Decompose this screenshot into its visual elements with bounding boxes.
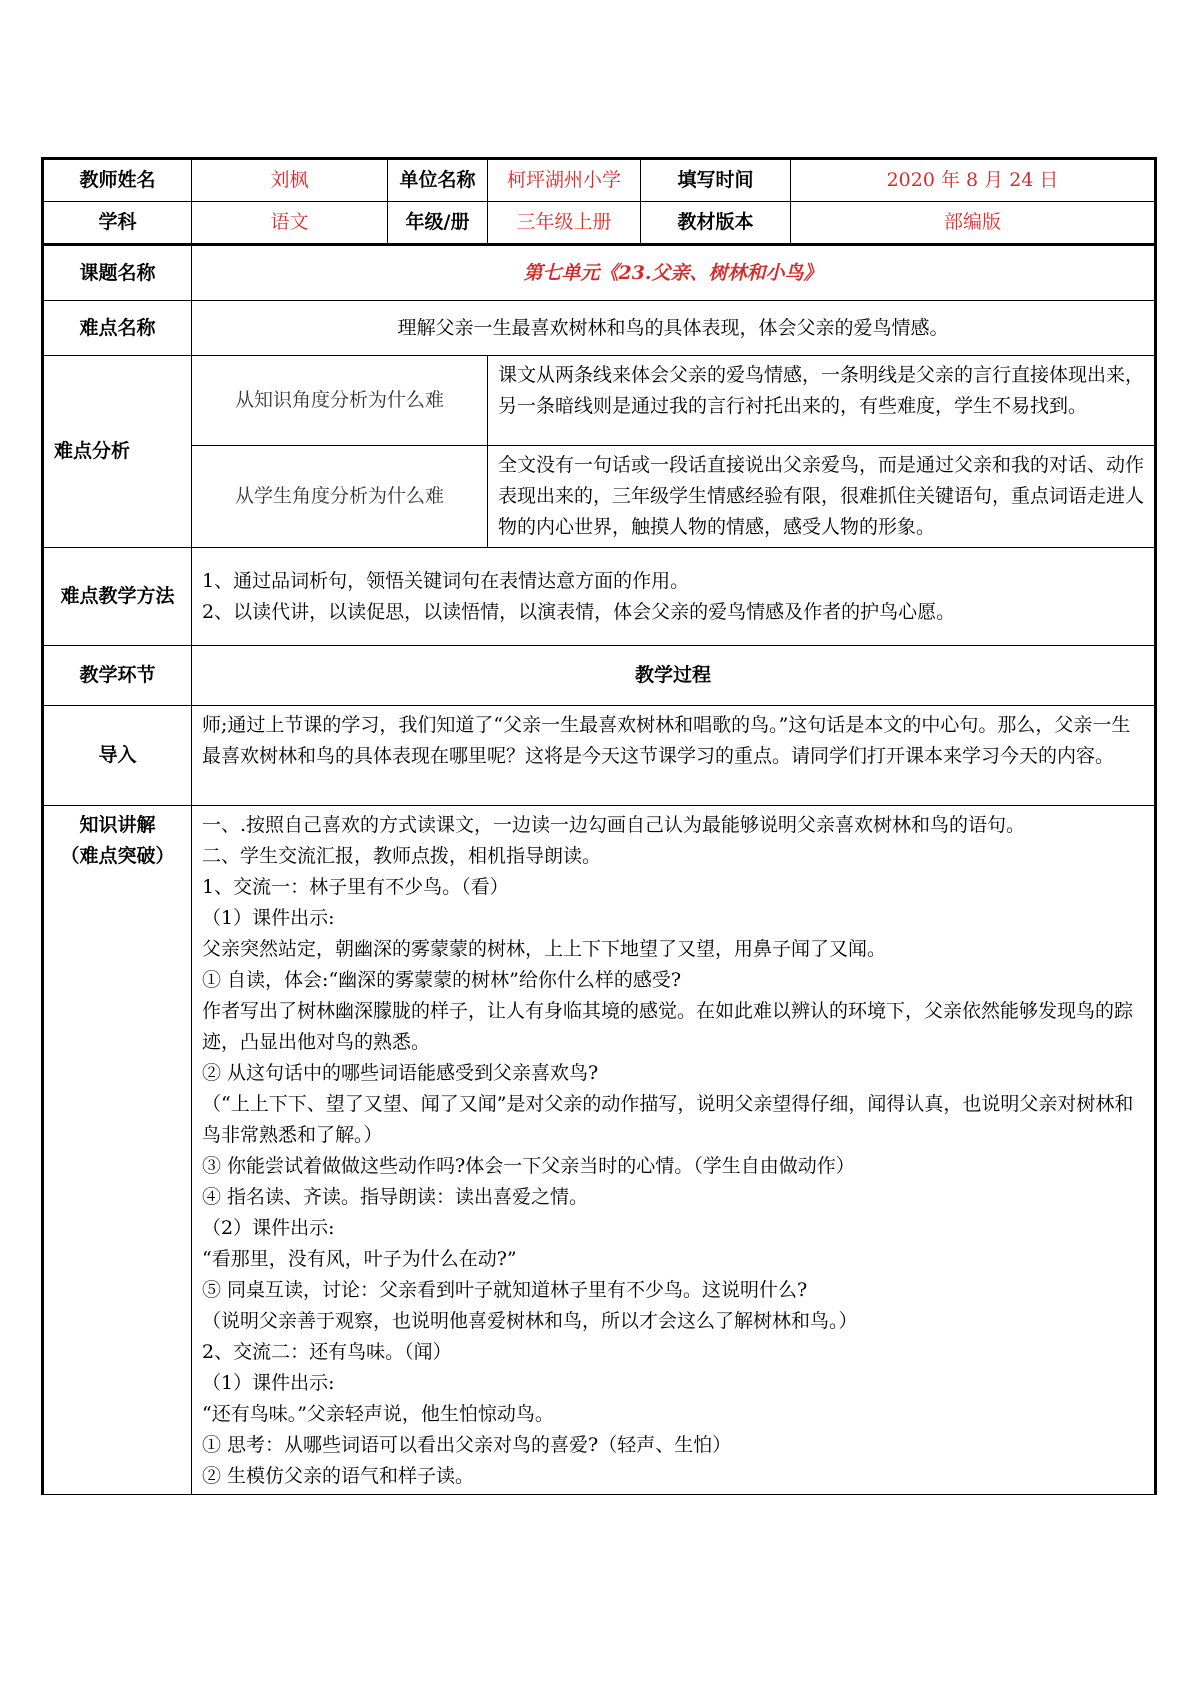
header-row-2 [43,202,1156,245]
topic-value: 第七单元《23.父亲、树林和小鸟》 [192,245,1156,301]
lesson-plan-table [41,157,1157,1495]
method-item: 1、通过品词析句，领悟关键词句在表情达意方面的作用。 [202,569,690,592]
lecture-line: 2、交流二：还有鸟味。（闻） [202,1341,452,1363]
method-label: 难点教学方法 [43,548,192,646]
lecture-line: ② 从这句话中的哪些词语能感受到父亲喜欢鸟? [202,1062,599,1084]
edition-value: 部编版 [791,202,1156,245]
date-label: 填写时间 [641,159,791,202]
difficulty-row [43,301,1156,356]
lecture-line: ⑤ 同桌互读，讨论：父亲看到叶子就知道林子里有不少鸟。这说明什么? [202,1279,808,1301]
lecture-label-line2: （难点突破） [60,845,175,867]
topic-row [43,245,1156,301]
lecture-content [192,806,1156,1495]
student-angle-label: 从学生角度分析为什么难 [192,446,488,548]
lecture-line: （2）课件出示: [202,1217,335,1239]
lecture-line: 二、学生交流汇报，教师点拨，相机指导朗读。 [202,845,602,867]
analysis-label: 难点分析 [43,356,192,548]
lecture-line: ② 生模仿父亲的语气和样子读。 [202,1465,475,1487]
teacher-label: 教师姓名 [43,159,192,202]
date-value: 2020 年 8 月 24 日 [791,159,1156,202]
method-item: 2、以读代讲，以读促思，以读悟情，以演表情，体会父亲的爱鸟情感及作者的护鸟心愿。 [202,600,956,623]
student-angle-text: 全文没有一句话或一段话直接说出父亲爱鸟，而是通过父亲和我的对话、动作表现出来的，三年级学生情感经验有限，很难抓住关键语句，重点词语走进人物的内心世界，触摸人物的情感，感受人物的形象。 [488,446,1156,548]
lecture-line: ① 自读，体会:“幽深的雾蒙蒙的树林”给你什么样的感受? [202,969,682,991]
edition-label: 教材版本 [641,202,791,245]
knowledge-angle-text: 课文从两条线来体会父亲的爱鸟情感，一条明线是父亲的言行直接体现出来，另一条暗线则是通过我的言行衬托出来的，有些难度，学生不易找到。 [488,356,1156,446]
teacher-value: 刘枫 [192,159,388,202]
topic-label: 课题名称 [43,245,192,301]
method-row [43,548,1156,646]
unit-label: 单位名称 [388,159,488,202]
lesson-plan-sheet [41,157,1154,1495]
lecture-line: 父亲突然站定，朝幽深的雾蒙蒙的树林，上上下下地望了又望，用鼻子闻了又闻。 [202,938,887,960]
lecture-line: 1、交流一：林子里有不少鸟。（看） [202,876,509,898]
lecture-row [43,806,1156,1495]
lecture-label [43,806,192,1495]
lecture-line: ① 思考：从哪些词语可以看出父亲对鸟的喜爱?（轻声、生怕） [202,1434,732,1456]
difficulty-value: 理解父亲一生最喜欢树林和鸟的具体表现，体会父亲的爱鸟情感。 [192,301,1156,356]
unit-value: 柯坪湖州小学 [488,159,641,202]
method-list [192,548,1156,646]
header-row-1 [43,159,1156,202]
analysis-knowledge-row [43,356,1156,446]
subject-value: 语文 [192,202,388,245]
intro-row [43,706,1156,806]
lecture-line: “还有鸟味。”父亲轻声说，他生怕惊动鸟。 [202,1403,554,1425]
analysis-student-row [43,446,1156,548]
lecture-label-line1: 知识讲解 [79,814,156,836]
difficulty-label: 难点名称 [43,301,192,356]
lecture-line: 一、.按照自己喜欢的方式读课文，一边读一边勾画自己认为最能够说明父亲喜欢树林和鸟的语句。 [202,814,1026,836]
grade-value: 三年级上册 [488,202,641,245]
stage-label: 教学环节 [43,646,192,706]
lecture-line: ④ 指名读、齐读。指导朗读：读出喜爱之情。 [202,1186,589,1208]
intro-label: 导入 [43,706,192,806]
lecture-line: （1）课件出示: [202,1372,335,1394]
lecture-line: ③ 你能尝试着做做这些动作吗?体会一下父亲当时的心情。（学生自由做动作） [202,1155,855,1177]
lecture-line: （“上上下下、望了又望、闻了又闻”是对父亲的动作描写，说明父亲望得仔细，闻得认真，也说明父亲对树林和鸟非常熟悉和了解。） [202,1093,1134,1146]
process-label: 教学过程 [192,646,1156,706]
subject-label: 学科 [43,202,192,245]
lecture-line: “看那里，没有风，叶子为什么在动?” [202,1248,517,1270]
lecture-line: 作者写出了树林幽深朦胧的样子，让人有身临其境的感觉。在如此难以辨认的环境下，父亲依然能够发现鸟的踪迹，凸显出他对鸟的熟悉。 [202,1000,1134,1053]
knowledge-angle-label: 从知识角度分析为什么难 [192,356,488,446]
lecture-line: （1）课件出示: [202,907,335,929]
lecture-line: （说明父亲善于观察，也说明他喜爱树林和鸟，所以才会这么了解树林和鸟。） [202,1310,858,1332]
process-header-row [43,646,1156,706]
intro-text: 师;通过上节课的学习，我们知道了“父亲一生最喜欢树林和唱歌的鸟。”这句话是本文的中心句。那么，父亲一生最喜欢树林和鸟的具体表现在哪里呢？这将是今天这节课学习的重点。请同学们打开课本来学习今天的内容。 [192,706,1156,806]
grade-label: 年级/册 [388,202,488,245]
